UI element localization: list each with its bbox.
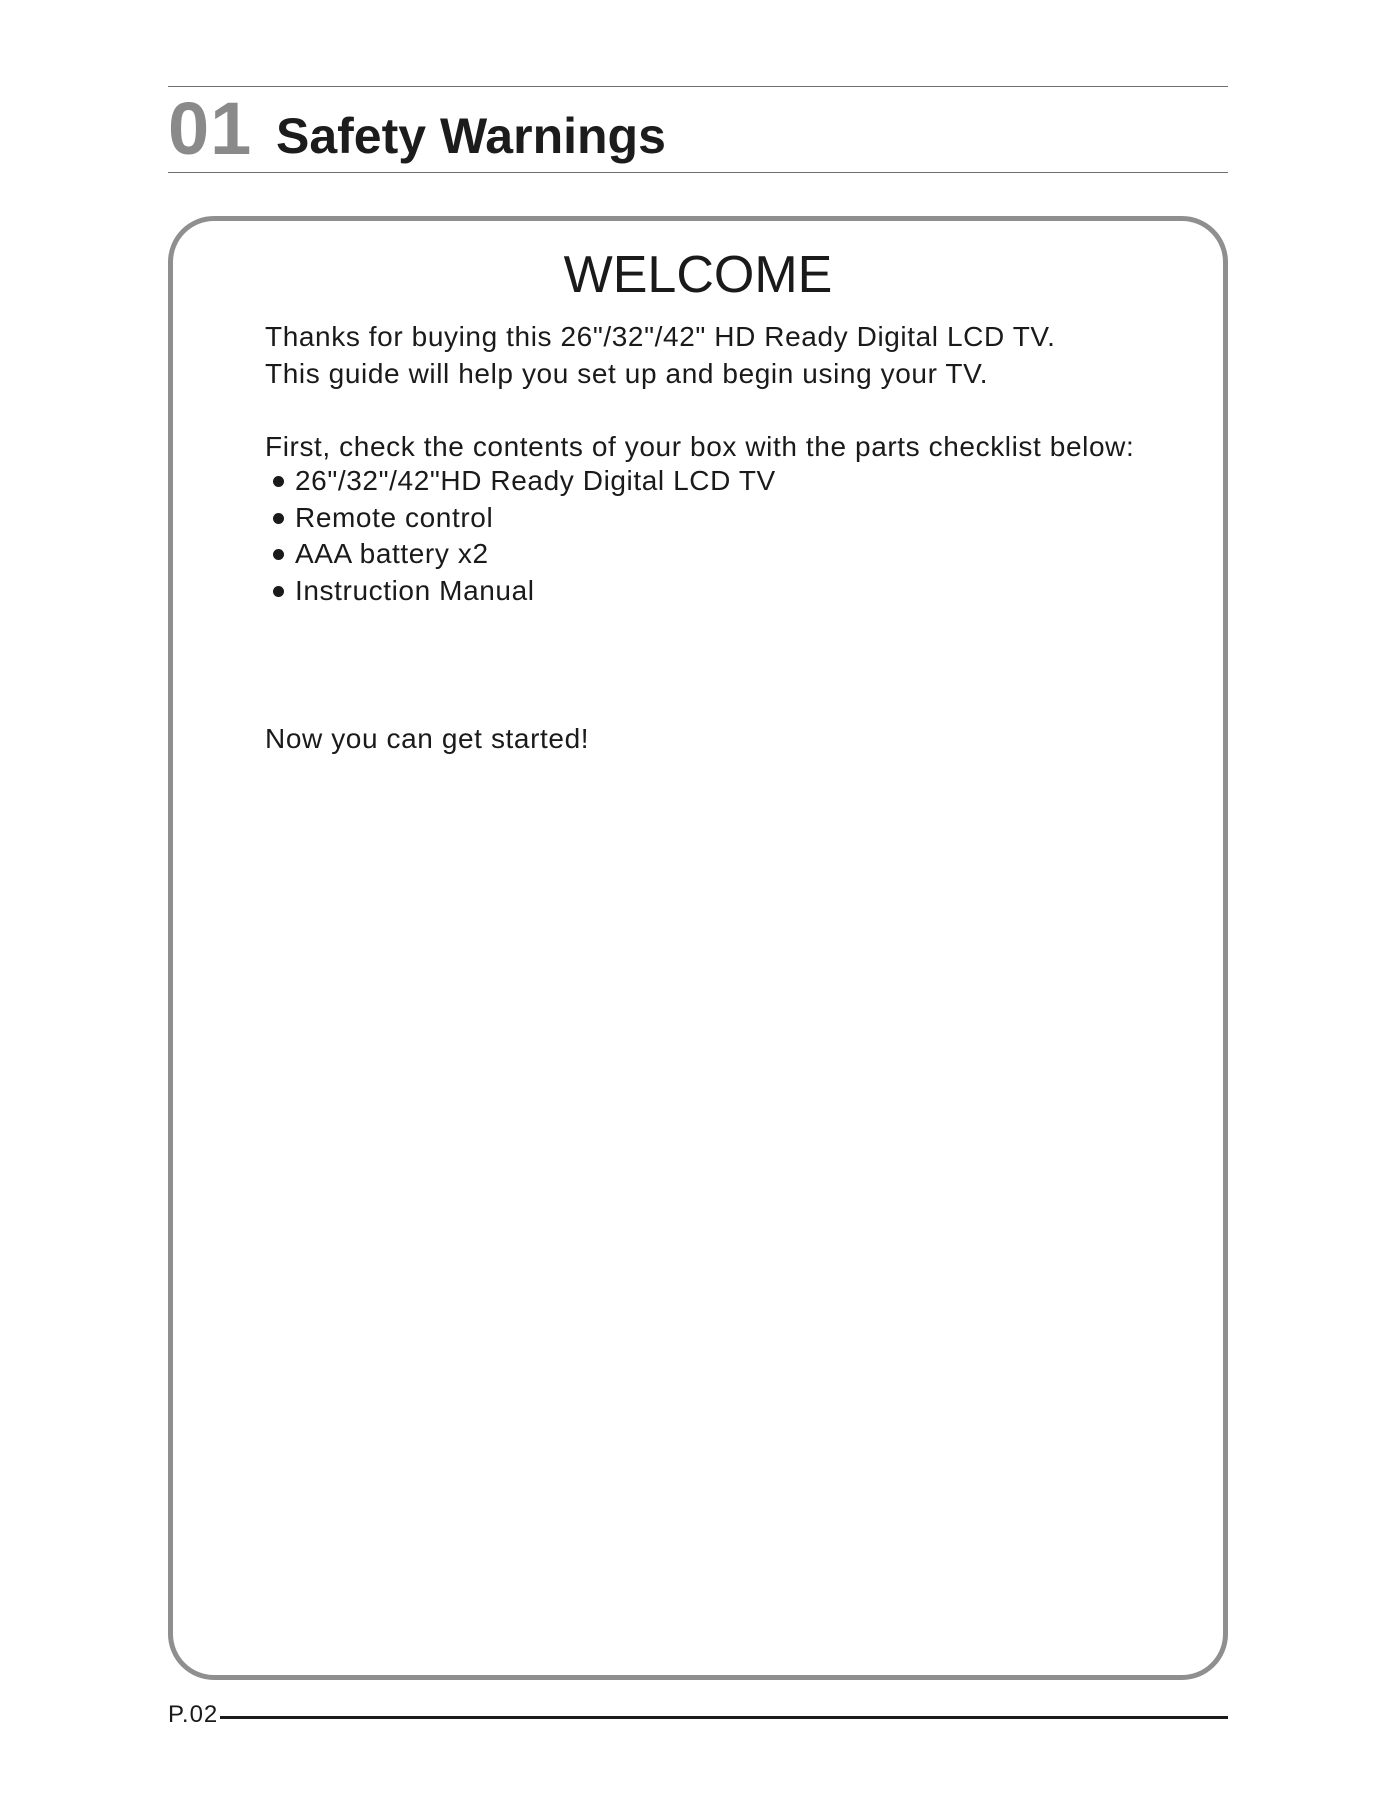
- checklist-item: [273, 500, 776, 537]
- intro-line-guide: This guide will help you set up and begin using your TV.: [265, 358, 989, 389]
- bullet-icon: [273, 586, 284, 597]
- section-number: 01: [168, 87, 253, 170]
- intro-line-thanks: Thanks for buying this 26"/32"/42" HD Ready Digital LCD TV.: [265, 321, 1056, 352]
- checklist-item: [273, 573, 776, 610]
- bullet-icon: [273, 513, 284, 524]
- checklist-intro: First, check the contents of your box with the parts checklist below:: [265, 431, 1135, 462]
- checklist-item-label: Remote control: [295, 501, 494, 533]
- welcome-heading: WELCOME: [563, 246, 833, 304]
- bullet-icon: [273, 476, 284, 487]
- page-number: P.02: [168, 1701, 219, 1728]
- checklist-item: [273, 536, 776, 573]
- welcome-box: [168, 216, 1228, 1680]
- checklist-item-label: AAA battery x2: [295, 538, 489, 569]
- header-top-rule: [168, 86, 1228, 87]
- closing-text: Now you can get started!: [265, 723, 590, 754]
- checklist-item-label: 26"/32"/42"HD Ready Digital LCD TV: [295, 465, 776, 496]
- section-title: Safety Warnings: [276, 108, 666, 164]
- header-bottom-rule: [168, 172, 1228, 173]
- checklist-item: [273, 463, 776, 500]
- checklist-item-label: Instruction Manual: [295, 574, 535, 606]
- bullet-icon: [273, 549, 284, 560]
- parts-checklist: [273, 463, 776, 609]
- footer-rule: [220, 1716, 1228, 1719]
